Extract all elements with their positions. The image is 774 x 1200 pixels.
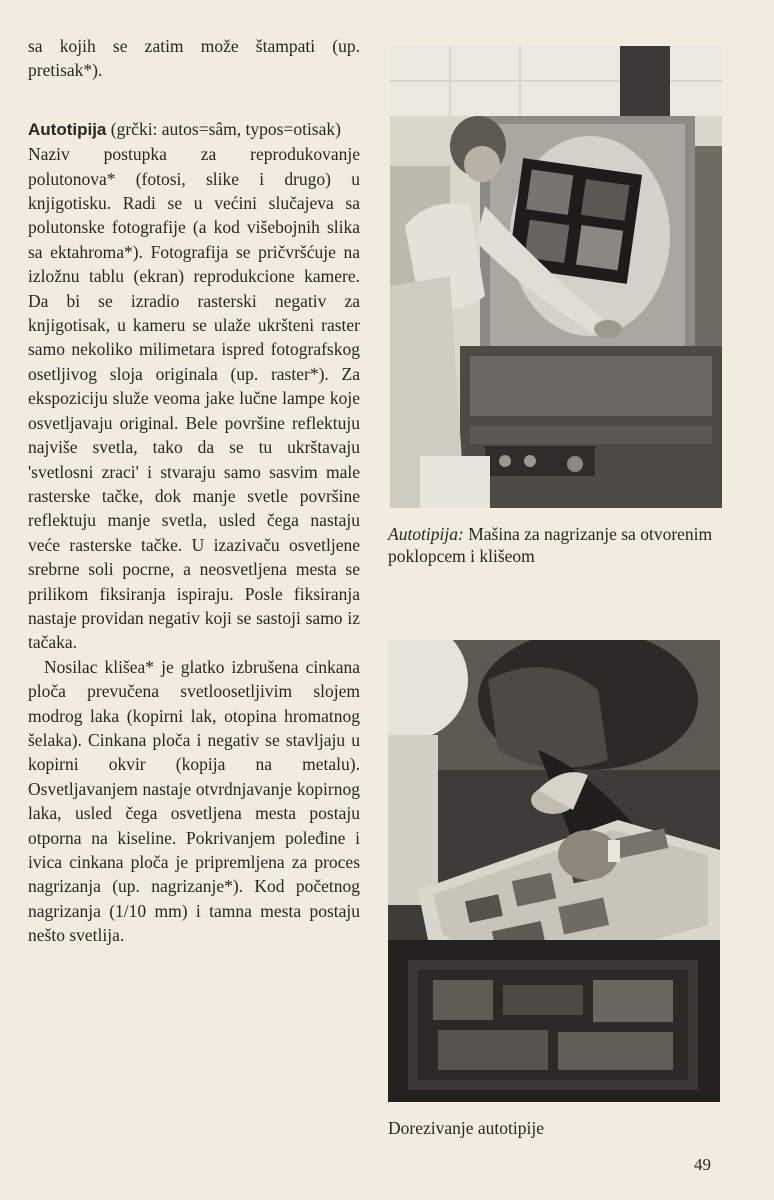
trimming-photo (388, 640, 720, 1102)
main-text-column (28, 34, 360, 948)
entry-heading (28, 117, 360, 142)
entry-term: Autotipija (28, 119, 107, 139)
page-number: 49 (694, 1155, 711, 1174)
photo1-caption-text: Mašina za nagrizanje sa otvorenim poklopcem i klišeom (388, 524, 713, 566)
photo2-caption: Dorezivanje autotipije (388, 1118, 544, 1138)
etching-machine-photo (390, 46, 722, 508)
intro-text: sa kojih se zatim može štampati (up. pretisak*). (28, 36, 360, 81)
paragraph-1: Naziv postupka za reprodukovanje polutonova* (fotosi, slike i drugo) u knjigotisku. Radi se u većini slučajeva sa polutonske fotografije (a kod višebojnih slika sa ektahroma*). Fotografija se pričvršćuje na izložnu tablu (ekran) reprodukcione kamere. Da bi se izradio rasterski negativ za knjigotisak, u kameru se ulaže ukršteni raster samo nekoliko milimetara ispred fotografskog osetljivog sloja originala (up. raster*). Za ekspoziciju služe veoma jake lučne lampe koje osvetljavaju original. Bele površine reflektuju najviše svetla, tako da se tu ukrštavaju 'svetlosni zraci' i stvaraju samo sasvim male rasterske tačke, dok manje svetle površine reflektuju manje svetla, usled čega nastaju veće rasterske tačke. U izazivaču osvetljene srebrne soli pocrne, a neosvetljena mesta se prilikom fiksiranja ispiraju. Posle fiksiranja nastaje providan negativ koji se sastoji samo iz tačaka. (28, 144, 360, 653)
photo1-caption-term: Autotipija: (388, 524, 464, 544)
photo1-caption (388, 523, 728, 567)
paragraph-2: Nosilac klišea* je glatko izbrušena cinkana ploča prevučena svetloosetljivim slojem modrog laka (kopirni lak, otopina hromatnog šelaka). Cinkana ploča i negativ se stavljaju u kopirni okvir (kopija na metalu). Osvetljavanjem nastaje otvrdnjavanje kopirnog laka, usled čega osvetljena mesta postaju otporna na kiseline. Pokrivanjem poleđine i ivica cinkana ploča je pripremljena za proces nagrizanja (up. nagrizanje*). Kod početnog nagrizanja (1/10 mm) i tamna mesta postaju nešto svetlija. (28, 656, 360, 946)
entry-etymology: (grčki: autos=sâm, typos=otisak) (106, 118, 341, 139)
